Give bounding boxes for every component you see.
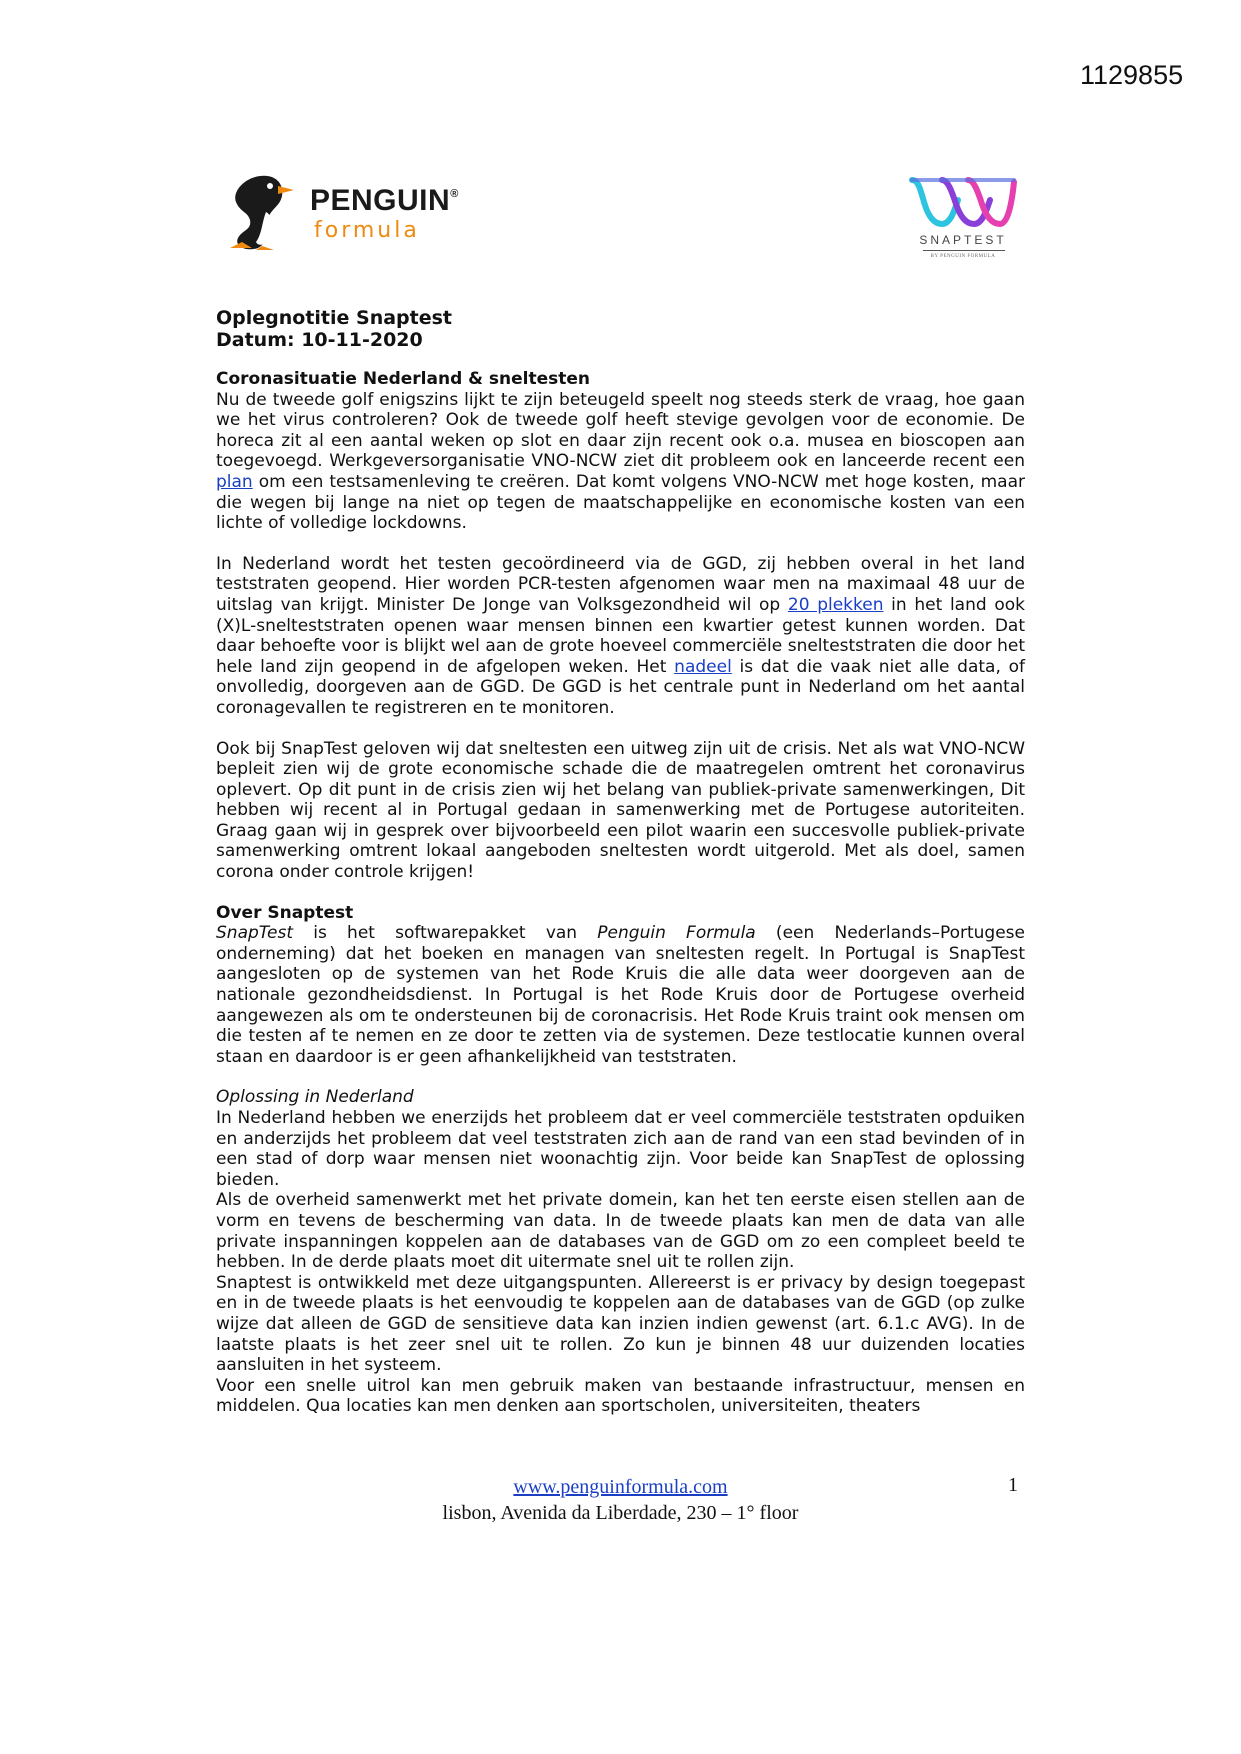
snaptest-logo-word: SNAPTEST bbox=[919, 233, 1007, 247]
penguin-icon bbox=[222, 172, 302, 252]
paragraph: In Nederland wordt het testen gecoördineerd via de GGD, zij hebben overal in het land teststraten geopend. Hier worden PCR-testen afgenomen waar men na maximaal 48 uur de uitslag van krijgt. Minister De Jonge van Volksgezondheid wil op 20 plekken in het land ook (X)L-snelteststraten openen waar mensen binnen een kwartier getest kunnen worden. Dat daar behoefte voor is blijkt wel aan de grote hoeveel commerciële snelteststraten die door het hele land zijn geopend in de afgelopen weken. Het nadeel is dat die vaak niet alle data, of onvolledig, doorgeven aan de GGD. De GGD is het centrale punt in Nederland om het aantal coronagevallen te registreren en te monitoren. bbox=[216, 553, 1025, 718]
paragraph: Snaptest is ontwikkeld met deze uitgangspunten. Allereerst is er privacy by design toegepast en in de tweede plaats is het eenvoudig te koppelen aan de databases van de GGD (op zulke wijze dat alleen de GGD de sensitieve data kan inzien indien gewenst (art. 6.1.c AVG). In de laatste plaats is het zeer snel uit te rollen. Zo kun je binnen 48 uur duizenden locaties aansluiten in het systeem. bbox=[216, 1272, 1025, 1376]
document-id: 1129855 bbox=[1080, 60, 1184, 90]
plan-link[interactable]: plan bbox=[216, 471, 253, 492]
paragraph: Nu de tweede golf enigszins lijkt te zijn beteugeld speelt nog steeds sterk de vraag, hoe gaan we het virus controleren? Ook de tweede golf heeft stevige gevolgen voor de economie. De horeca zit al een aantal weken op slot en daar zijn recent ook o.a. musea en bioscopen aan toegevoegd. Werkgeversorganisatie VNO-NCW ziet dit probleem ook en lanceerde recent een plan om een testsamenleving te creëren. Dat komt volgens VNO-NCW met hoge kosten, maar die wegen bij lange na niet op tegen de maatschappelijke en economische kosten van een lichte of volledige lockdowns. bbox=[216, 389, 1025, 534]
document-body bbox=[216, 307, 1025, 1417]
footer-website-link[interactable]: www.penguinformula.com bbox=[513, 1476, 728, 1498]
logo-divider bbox=[923, 250, 1005, 251]
section-heading-corona: Coronasituatie Nederland & sneltesten bbox=[216, 369, 591, 389]
snaptest-logo-tagline: BY PENGUIN FORMULA bbox=[930, 254, 996, 259]
footer-address: lisbon, Avenida da Liberdade, 230 – 1° floor bbox=[442, 1502, 799, 1524]
subheading-oplossing: Oplossing in Nederland bbox=[216, 1087, 414, 1108]
paragraph: Ook bij SnapTest geloven wij dat sneltesten een uitweg zijn uit de crisis. Net als wat VNO-NCW bepleit zien wij de grote economische schade die de maatregelen omtrent het coronavirus oplevert. Op dit punt in de crisis zien wij het belang van publiek-private samenwerkingen, Dit hebben wij recent al in Portugal gedaan in samenwerking met de Portugese autoriteiten. Graag gaan wij in gesprek over bijvoorbeeld een pilot waarin een succesvolle publiek-private samenwerking omtrent lokaal aangeboden sneltesten wordt uitgerold. Met als doel, samen corona onder controle krijgen! bbox=[216, 738, 1025, 883]
paragraph: Voor een snelle uitrol kan men gebruik maken van bestaande infrastructuur, mensen en middelen. Qua locaties kan men denken aan sportscholen, universiteiten, theaters bbox=[216, 1375, 1025, 1417]
20-plekken-link[interactable]: 20 plekken bbox=[787, 594, 884, 615]
snaptest-logo bbox=[908, 174, 1018, 264]
section-heading-over-snaptest: Over Snaptest bbox=[216, 902, 354, 923]
penguin-logo-word: PENGUIN® bbox=[310, 184, 459, 217]
document-date: Datum: 10-11-2020 bbox=[216, 329, 423, 351]
paragraph: SnapTest is het softwarepakket van Penguin Formula (een Nederlands–Portugese onderneming) dat het boeken en managen van sneltesten regelt. In Portugal is SnapTest aangesloten op de systemen van het Rode Kruis die alle data weer doorgeven aan de nationale gezondheidsdienst. In Portugal is het Rode Kruis door de Portugese overheid aangewezen als om te ondersteunen bij de coronacrisis. Het Rode Kruis traint ook mensen om die testen af te nemen en ze door te zetten via de systemen. Deze testlocatie kunnen overal staan en daardoor is er geen afhankelijkheid van teststraten. bbox=[216, 923, 1025, 1067]
penguin-formula-logo bbox=[222, 170, 472, 255]
document-title: Oplegnotitie Snaptest bbox=[216, 307, 453, 329]
formula-logo-word: formula bbox=[314, 218, 420, 243]
page-number: 1 bbox=[1008, 1474, 1018, 1496]
page-footer bbox=[0, 1474, 1241, 1526]
paragraph: In Nederland hebben we enerzijds het probleem dat er veel commerciële teststraten opduiken en anderzijds het probleem dat veel teststraten zich aan de rand van een stad bevinden of in een stad of dorp waar mensen niet woonachtig zijn. Voor beide kan SnapTest de oplossing bieden. bbox=[216, 1108, 1025, 1190]
paragraph: Als de overheid samenwerkt met het private domein, kan het ten eerste eisen stellen aan de vorm en tevens de bescherming van data. In de tweede plaats kan men de data van alle private inspanningen koppelen aan de databases van de GGD om zo een compleet beeld te hebben. In de derde plaats moet dit uitermate snel uit te rollen zijn. bbox=[216, 1190, 1025, 1273]
nadeel-link[interactable]: nadeel bbox=[674, 656, 732, 677]
snaptest-w-icon bbox=[908, 174, 1018, 230]
